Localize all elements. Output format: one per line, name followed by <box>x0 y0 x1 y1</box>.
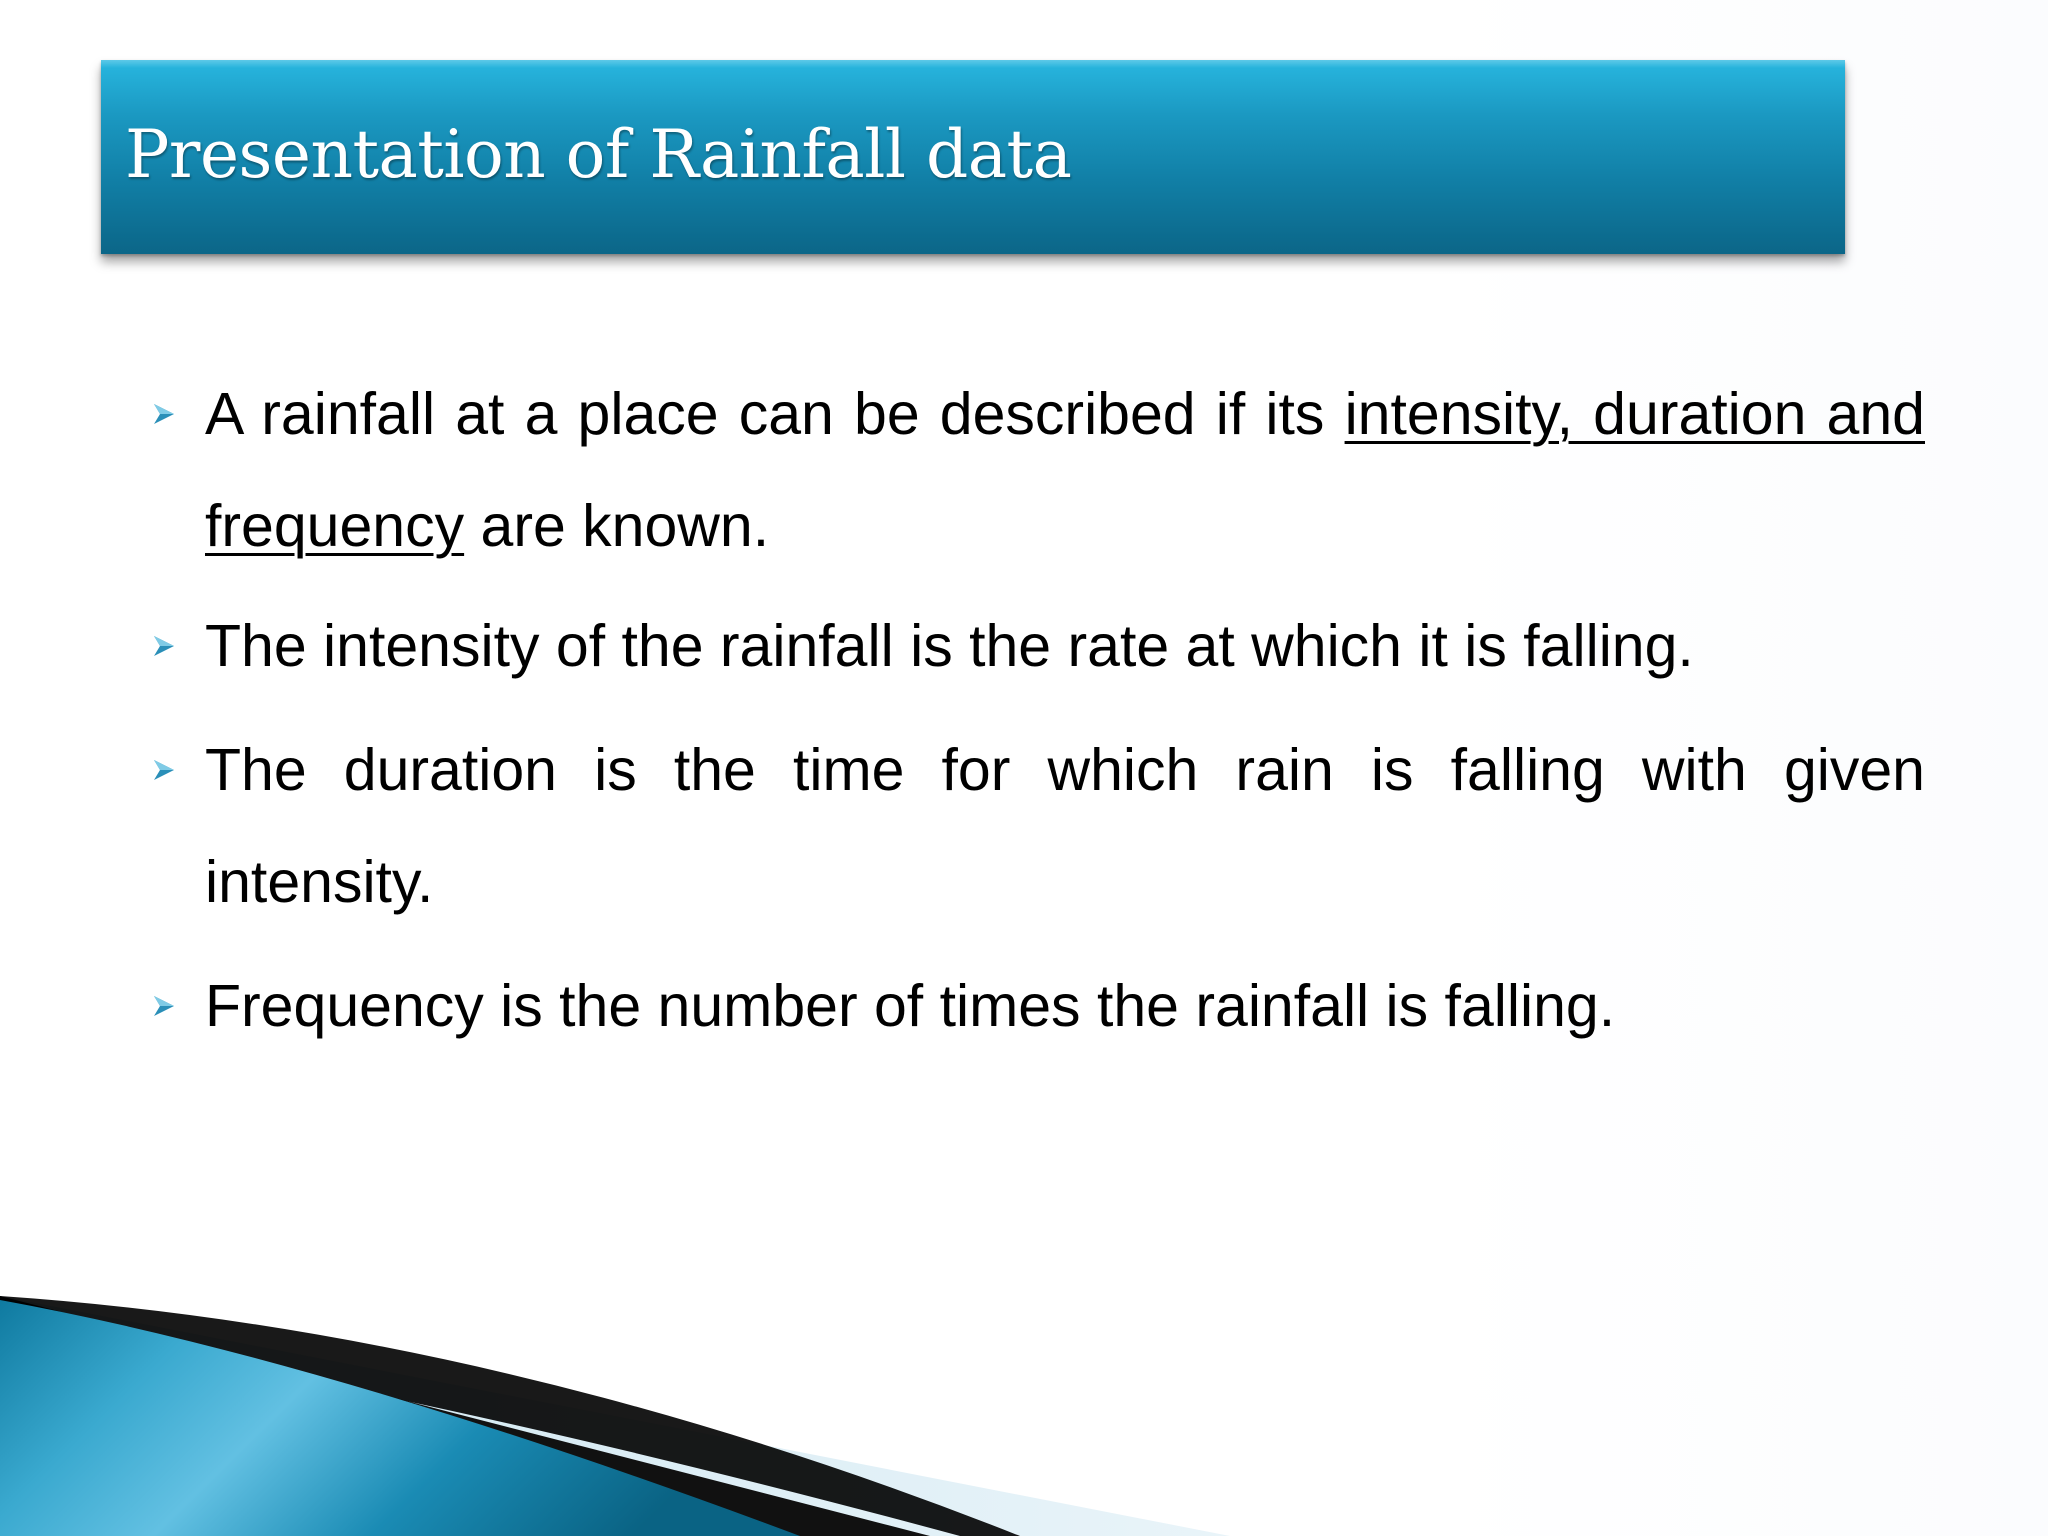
arrowhead-bullet-icon <box>150 358 180 470</box>
bullet-item-3 <box>150 714 1925 938</box>
bullet-4-text: Frequency is the number of times the rainfall is falling. <box>205 973 1616 1039</box>
arrowhead-bullet-icon <box>150 950 180 1062</box>
bullet-1-underlined-text: intensity, duration and frequency <box>205 381 1925 559</box>
slide-title: Presentation of Rainfall data <box>125 116 1072 193</box>
bullet-2-text: The intensity of the rainfall is the rate at which it is falling. <box>205 613 1694 679</box>
bullet-1-text-before: A rainfall at a place can be described if its <box>205 381 1345 447</box>
bullet-item-2 <box>150 590 1925 702</box>
bullet-3-text: The duration is the time for which rain is falling with given intensity. <box>205 737 1925 915</box>
bullet-list <box>150 358 1925 1074</box>
arrowhead-bullet-icon <box>150 590 180 702</box>
bullet-1-text-after: are known. <box>464 493 770 559</box>
arrowhead-bullet-icon <box>150 714 180 826</box>
bullet-item-1 <box>150 358 1925 582</box>
bullet-item-4 <box>150 950 1925 1062</box>
title-banner <box>101 60 1845 254</box>
